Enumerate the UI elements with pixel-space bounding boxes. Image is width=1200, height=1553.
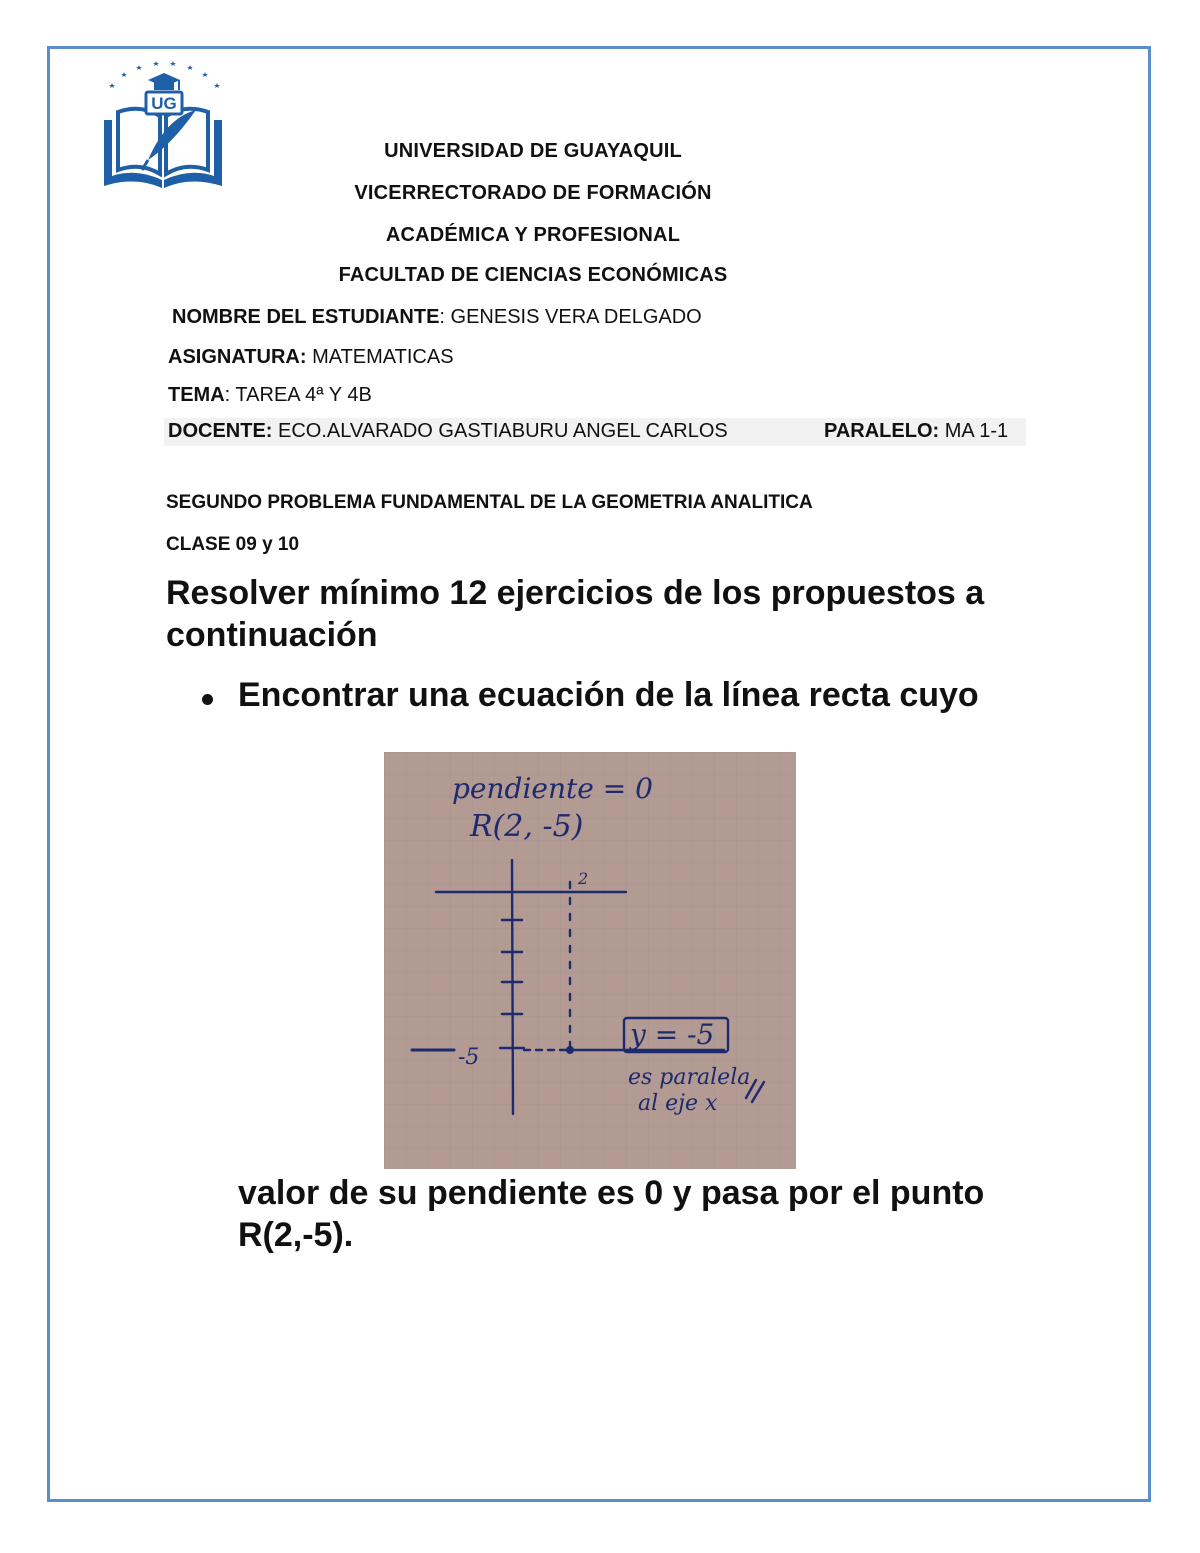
instruction-heading: Resolver mínimo 12 ejercicios de los propuestos a continuación <box>166 574 985 654</box>
handwritten-slope: pendiente = 0 <box>452 772 653 805</box>
group-field <box>824 420 1008 443</box>
teacher-row <box>164 418 1026 446</box>
group-value: MA 1-1 <box>939 420 1009 442</box>
university-ug-logo-icon <box>96 58 230 194</box>
handwritten-point: R(2, -5) <box>470 809 584 844</box>
handwritten-tick-2: 2 <box>578 869 589 888</box>
handwritten-note-1: es paralela <box>628 1065 751 1090</box>
teacher-field <box>168 420 728 443</box>
handwritten-equation: y = -5 <box>630 1018 715 1051</box>
svg-text:UG: UG <box>151 94 177 113</box>
point-r-marker <box>566 1046 574 1054</box>
handwritten-graph-photo <box>384 752 796 1169</box>
vicerrectorado-line: VICERRECTORADO DE FORMACIÓN <box>354 182 712 204</box>
university-name: UNIVERSIDAD DE GUAYAQUIL <box>384 140 682 162</box>
bullet-icon <box>202 694 213 705</box>
student-value: : GENESIS VERA DELGADO <box>439 306 702 328</box>
group-label: PARALELO: <box>824 420 940 442</box>
teacher-label: DOCENTE: <box>168 420 273 442</box>
exercise-continuation: valor de su pendiente es 0 y pasa por el punto R(2,-5). <box>238 1174 985 1254</box>
topic-field <box>168 384 372 407</box>
graph-y-axis <box>512 860 513 1114</box>
subject-label: ASIGNATURA: <box>168 346 307 368</box>
faculty-name: FACULTAD DE CIENCIAS ECONÓMICAS <box>338 264 728 286</box>
section-title: SEGUNDO PROBLEMA FUNDAMENTAL DE LA GEOMETRIA ANALITICA <box>166 492 813 513</box>
academica-line: ACADÉMICA Y PROFESIONAL <box>385 224 681 246</box>
class-label: CLASE 09 y 10 <box>166 534 300 555</box>
student-label: NOMBRE DEL ESTUDIANTE <box>172 306 440 328</box>
teacher-value: ECO.ALVARADO GASTIABURU ANGEL CARLOS <box>272 420 728 442</box>
handwritten-note-2: al eje x <box>638 1091 718 1116</box>
subject-field <box>168 346 454 369</box>
student-field <box>172 306 702 329</box>
topic-value: : TAREA 4ª Y 4B <box>224 384 372 406</box>
topic-label: TEMA <box>168 384 225 406</box>
subject-value: MATEMATICAS <box>306 346 454 368</box>
handwritten-tick-minus-5: -5 <box>458 1045 480 1070</box>
exercise-bullet: Encontrar una ecuación de la línea recta cuyo <box>238 676 979 714</box>
